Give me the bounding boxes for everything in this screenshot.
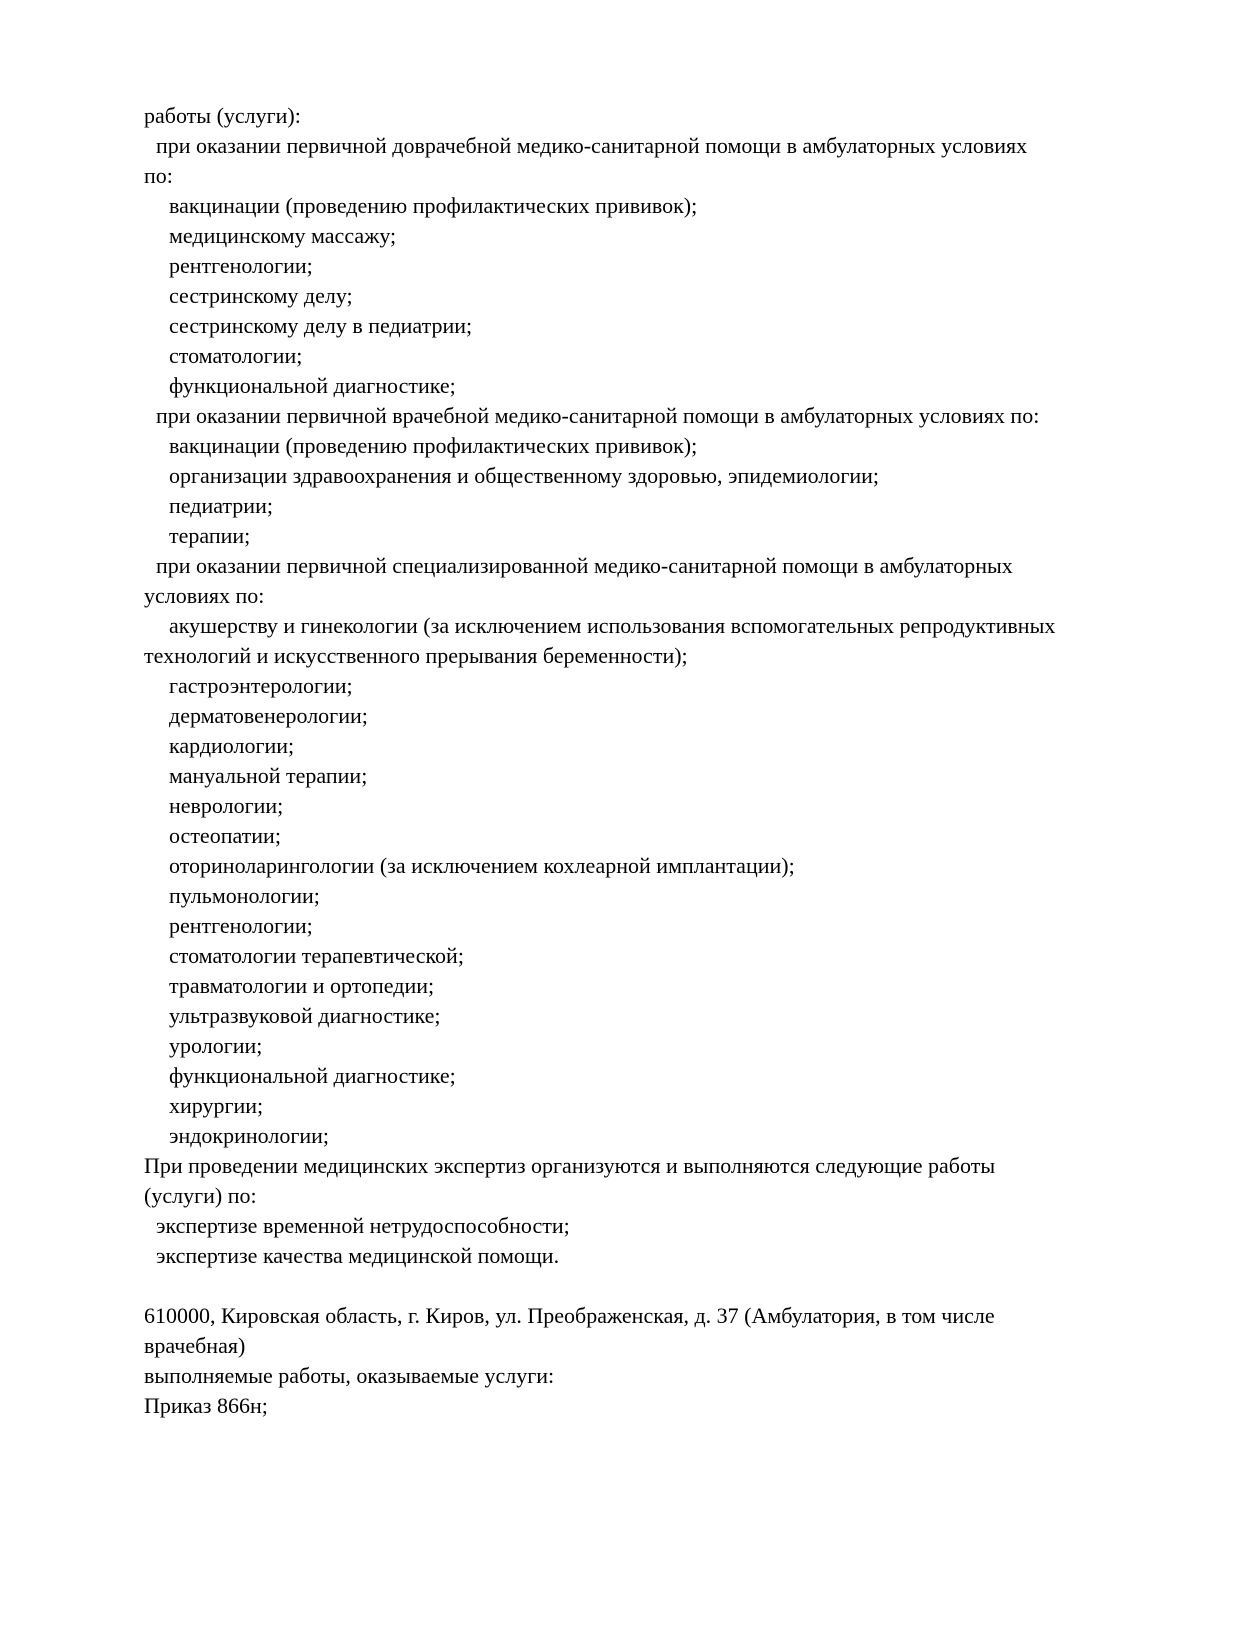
text-line: медицинскому массажу; <box>169 223 397 248</box>
text-line: функциональной диагностике; <box>169 373 456 398</box>
text-line: стоматологии; <box>169 343 303 368</box>
text-line: ультразвуковой диагностике; <box>169 1003 441 1028</box>
text-line: выполняемые работы, оказываемые услуги: <box>144 1363 555 1388</box>
text-line: по: <box>144 163 173 188</box>
text-line: при оказании первичной доврачебной медико-санитарной помощи в амбулаторных условиях <box>156 133 1028 158</box>
text-line <box>144 1271 1190 1301</box>
text-line: урологии; <box>169 1033 263 1058</box>
text-line: мануальной терапии; <box>169 763 368 788</box>
text-line: травматологии и ортопедии; <box>169 973 435 998</box>
text-line: акушерству и гинекологии (за исключением использования вспомогательных репродуктивных <box>169 613 1056 638</box>
text-line: рентгенологии; <box>169 913 313 938</box>
text-line: врачебная) <box>144 1333 246 1358</box>
text-line: педиатрии; <box>169 493 273 518</box>
text-line: работы (услуги): <box>144 103 301 128</box>
text-line: эндокринологии; <box>169 1123 330 1148</box>
text-line: условиях по: <box>144 583 265 608</box>
text-line: при оказании первичной специализированной медико-санитарной помощи в амбулаторных <box>156 553 1013 578</box>
text-line: дерматовенерологии; <box>169 703 368 728</box>
text-line: технологий и искусственного прерывания беременности); <box>144 643 688 668</box>
text-line: экспертизе временной нетрудоспособности; <box>156 1213 570 1238</box>
text-line: остеопатии; <box>169 823 281 848</box>
text-line: неврологии; <box>169 793 284 818</box>
text-line: пульмонологии; <box>169 883 320 908</box>
text-line: терапии; <box>169 523 251 548</box>
text-line: сестринскому делу в педиатрии; <box>169 313 473 338</box>
text-line: сестринскому делу; <box>169 283 353 308</box>
text-line: рентгенологии; <box>169 253 313 278</box>
text-line: При проведении медицинских экспертиз организуются и выполняются следующие работы <box>144 1153 996 1178</box>
text-line: вакцинации (проведению профилактических прививок); <box>169 433 698 458</box>
text-line: Приказ 866н; <box>144 1393 268 1418</box>
text-line: 610000, Кировская область, г. Киров, ул. Преображенская, д. 37 (Амбулатория, в том числе <box>144 1303 995 1328</box>
text-line: экспертизе качества медицинской помощи. <box>156 1243 560 1268</box>
document-lines <box>144 101 1190 1421</box>
text-line: кардиологии; <box>169 733 295 758</box>
text-line: при оказании первичной врачебной медико-санитарной помощи в амбулаторных условиях по: <box>156 403 1040 428</box>
text-line: организации здравоохранения и общественному здоровью, эпидемиологии; <box>169 463 880 488</box>
text-line: функциональной диагностике; <box>169 1063 456 1088</box>
text-line: гастроэнтерологии; <box>169 673 353 698</box>
text-line: стоматологии терапевтической; <box>169 943 464 968</box>
text-line: оториноларингологии (за исключением кохлеарной имплантации); <box>169 853 795 878</box>
text-line: вакцинации (проведению профилактических прививок); <box>169 193 698 218</box>
text-line: хирургии; <box>169 1093 264 1118</box>
text-line: (услуги) по: <box>144 1183 257 1208</box>
